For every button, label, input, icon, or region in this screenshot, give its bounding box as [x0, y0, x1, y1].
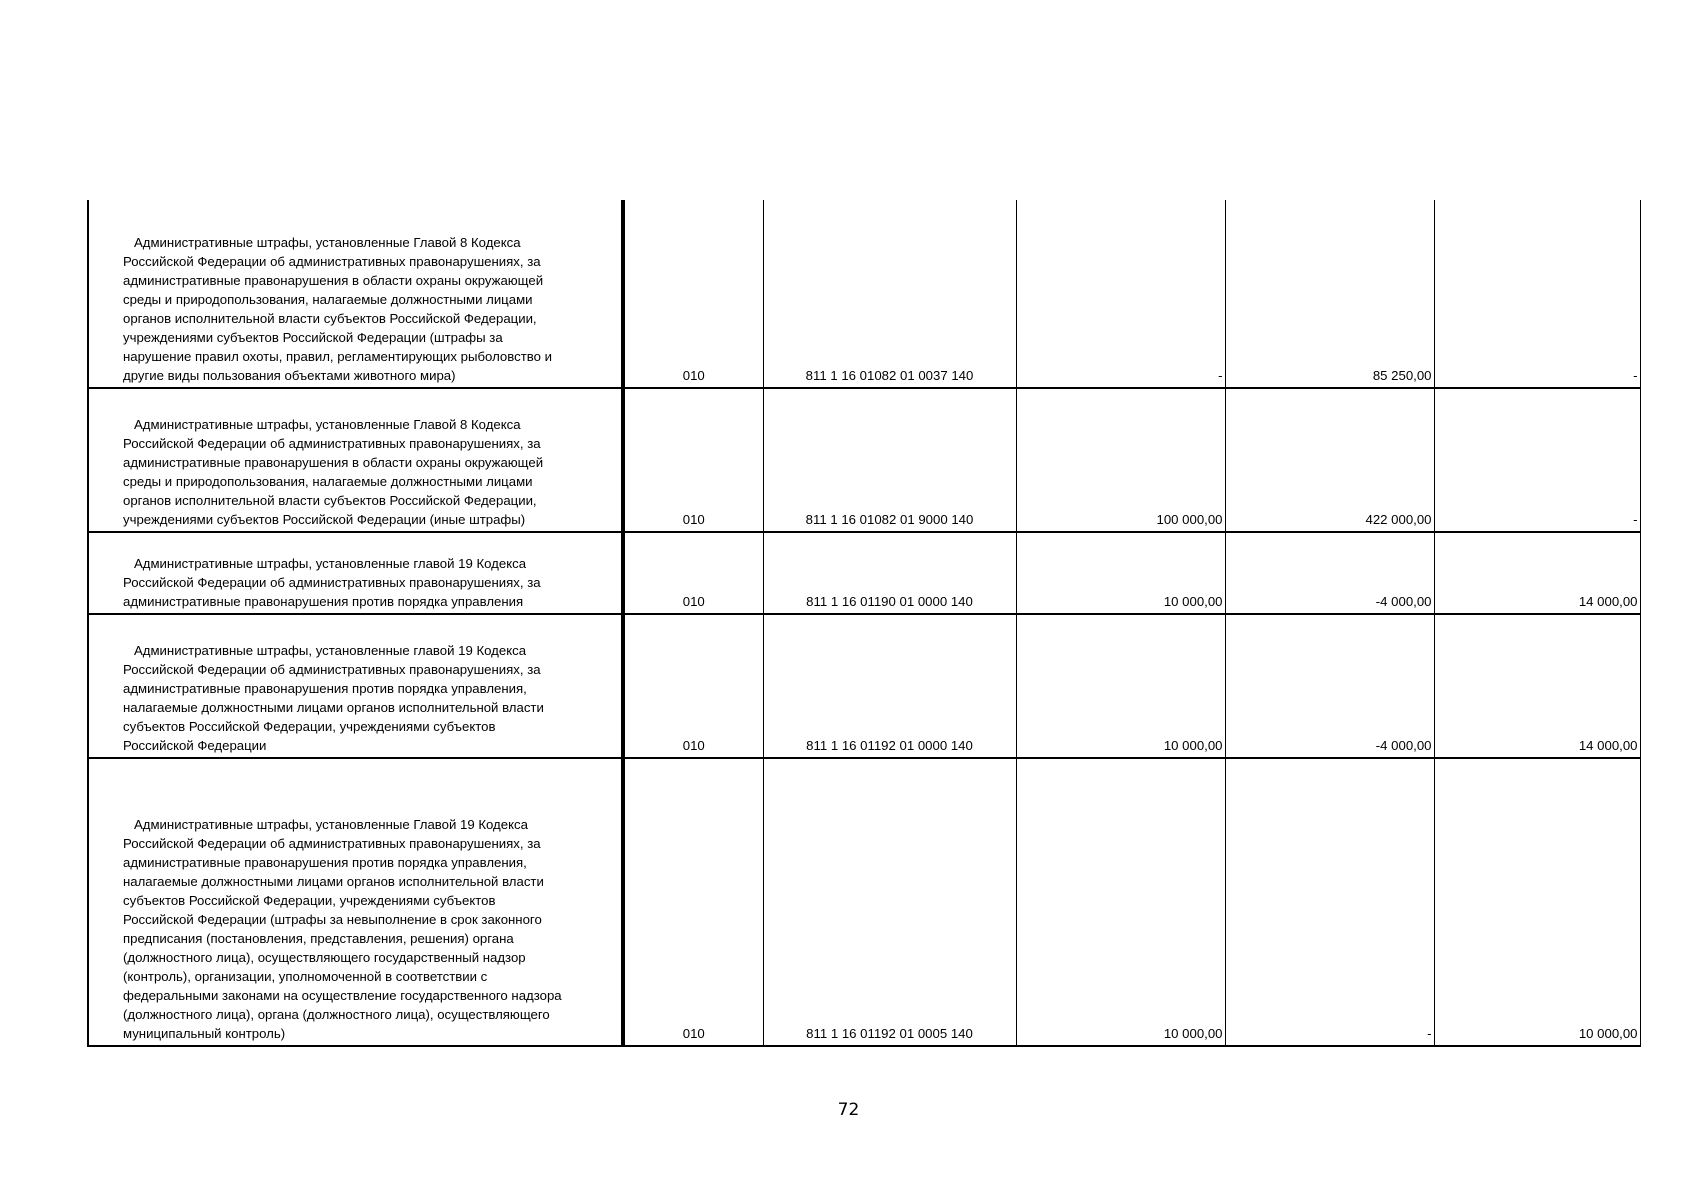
table-row: [88, 532, 1640, 614]
row-line-code: 010: [623, 388, 763, 532]
row-executed: 85 250,00: [1225, 200, 1434, 388]
table-row: [88, 758, 1640, 1046]
row-income-code: 811 1 16 01192 01 0005 140: [763, 758, 1016, 1046]
table-row: [88, 388, 1640, 532]
row-income-code: 811 1 16 01192 01 0000 140: [763, 614, 1016, 758]
row-description: Административные штрафы, установленные Главой 8 Кодекса Российской Федерации об административных правонарушениях, за административные правонарушения в области охраны окружающей среды и природопользования, налагаемые должностными лицами органов исполнительной власти субъектов Российской Федерации, учреждениями субъектов Российской Федерации (штрафы за нарушение правил охоты, правил, регламентирующих рыболовство и другие виды пользования объектами животного мира): [88, 200, 623, 388]
row-unexecuted: 14 000,00: [1434, 532, 1640, 614]
row-income-code: 811 1 16 01082 01 0037 140: [763, 200, 1016, 388]
row-approved: -: [1016, 200, 1225, 388]
row-approved: 10 000,00: [1016, 758, 1225, 1046]
row-unexecuted: 10 000,00: [1434, 758, 1640, 1046]
row-description: Административные штрафы, установленные главой 19 Кодекса Российской Федерации об административных правонарушениях, за административные правонарушения против порядка управления, налагаемые должностными лицами органов исполнительной власти субъектов Российской Федерации, учреждениями субъектов Российской Федерации: [88, 614, 623, 758]
page-number: 72: [837, 1100, 860, 1120]
table-row: [88, 614, 1640, 758]
row-line-code: 010: [623, 532, 763, 614]
row-approved: 10 000,00: [1016, 532, 1225, 614]
row-line-code: 010: [623, 758, 763, 1046]
table-row: [88, 200, 1640, 388]
row-description: Административные штрафы, установленные Главой 8 Кодекса Российской Федерации об административных правонарушениях, за административные правонарушения в области охраны окружающей среды и природопользования, налагаемые должностными лицами органов исполнительной власти субъектов Российской Федерации, учреждениями субъектов Российской Федерации (иные штрафы): [88, 388, 623, 532]
row-description: Административные штрафы, установленные главой 19 Кодекса Российской Федерации об административных правонарушениях, за административные правонарушения против порядка управления: [88, 532, 623, 614]
row-line-code: 010: [623, 614, 763, 758]
row-approved: 10 000,00: [1016, 614, 1225, 758]
row-income-code: 811 1 16 01082 01 9000 140: [763, 388, 1016, 532]
row-description: Административные штрафы, установленные Главой 19 Кодекса Российской Федерации об административных правонарушениях, за административные правонарушения против порядка управления, налагаемые должностными лицами органов исполнительной власти субъектов Российской Федерации, учреждениями субъектов Российской Федерации (штрафы за невыполнение в срок законного предписания (постановления, представления, решения) органа (должностного лица), осуществляющего государственный надзор (контроль), организации, уполномоченной в соответствии с федеральными законами на осуществление государственного надзора (должностного лица), органа (должностного лица), осуществляющего муниципальный контроль): [88, 758, 623, 1046]
income-table: [87, 200, 1641, 1047]
row-line-code: 010: [623, 200, 763, 388]
row-unexecuted: -: [1434, 200, 1640, 388]
row-executed: -4 000,00: [1225, 614, 1434, 758]
row-unexecuted: 14 000,00: [1434, 614, 1640, 758]
row-executed: 422 000,00: [1225, 388, 1434, 532]
row-executed: -: [1225, 758, 1434, 1046]
row-unexecuted: -: [1434, 388, 1640, 532]
row-approved: 100 000,00: [1016, 388, 1225, 532]
row-income-code: 811 1 16 01190 01 0000 140: [763, 532, 1016, 614]
row-executed: -4 000,00: [1225, 532, 1434, 614]
